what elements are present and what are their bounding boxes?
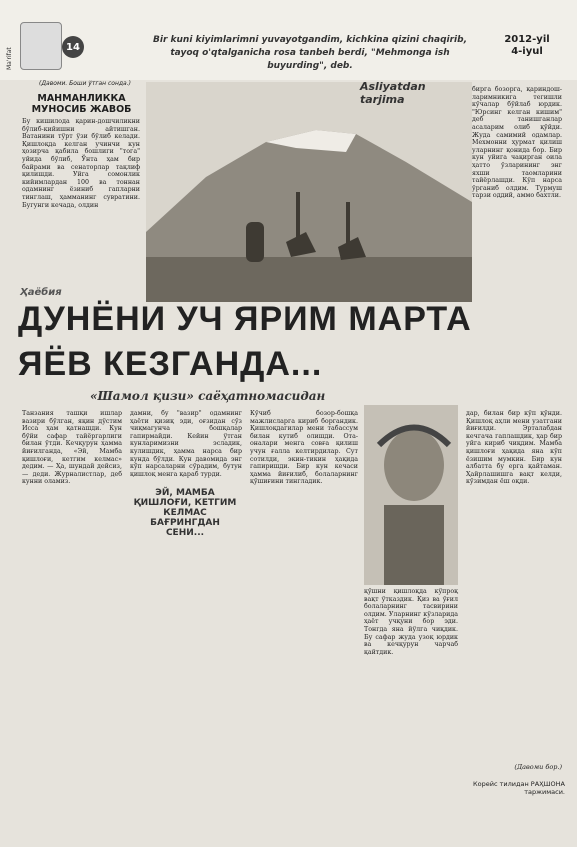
continued-note: (Давоми. Боши ўтган сонда.) (39, 80, 131, 87)
header-motto: Bir kuni kiyimlarimni yuvayotgandim, kichkina qizini chaqirib, tayoq o'qtalganicha rosa tanbeh berdi, "Mehmonga ish buyurding", deb. (153, 35, 467, 71)
newspaper-logo (20, 22, 62, 70)
article-subtitle: «Шамол қизи» саёҳатномасидан (90, 389, 326, 403)
translator-credit: Корейс тилидан РАҲШОНА таржимаси. (473, 780, 565, 796)
section-label: Asliyatdan tarjima (360, 80, 426, 106)
article-column-2: дамни, бу "вазир" одамнинг ҳаёти қизиқ эди, оғзидан сўз чиқмагунча бошқалар гапирмайди. Кейин ўтган кунларимизни эсладик, кулишдик, ҳамма нарса бир кунда бўлди. Кун давомида энг кўп нарсаларни сўрадим, бутун қишлоқ менга қараб турди. (130, 410, 242, 478)
article-column-5: дар, билан бир кўп қўнди. Қишлоқ аҳли мени узатгани йиғилди. Эрталабдан кечгача гаплашдик, ҳар бир уйга кириб чиқдим. Мамба қишлоғи ҳақида яна кўп ёзишим мумкин. Бир кун албатта бу ерга қайтаман. Ҳайрлашишга вақт келди, кўзимдан ёш оқди. (466, 410, 562, 486)
right-column-body: бирга бозорга, қариндош-ларимникига тегишли кўчалар бўйлаб юрдик. "Юрсинг келган кишим" деб танишганлар асаларим олиб қўйди. Жуда самимий одамлар. Мехмонни ҳурмат қилиш уларнинг қонида бор. Бир кун уйига чақирган оила ҳатто ўзларининг энг яхши таомларини тайёрлашди. Кўп нарса ўрганиб олдим. Турмуш тарзи оддий, аммо бахтли. (472, 86, 562, 200)
article-column-1: Танзания ташқи ишлар вазири бўлган, яқин дўстим Исса ҳам қатнашди. Кун бўйи сафар тайёргарлиги билан ўтди. Кечқурун ҳамма йиғилганда, «Эй, Мамба қишлоғи, кетгим келмас» дедим. — Ҳа, шундай дейсиз, — деди. Журналистлар, деб кунни оламиз. (22, 410, 122, 486)
pull-quote: ЭЙ, МАМБА ҚИШЛОҒИ, КЕТГИМ КЕЛМАС БАҒРИНГДАН СЕНИ... (133, 488, 237, 538)
section-tag: Ҳаёбия (20, 287, 62, 298)
headline-line-1: ДУНЁНИ УЧ ЯРИМ МАРТА (18, 300, 472, 338)
article-column-3: Кўчиб бозор-бошқа мажлисларга кириб боргандик. Қишлоқдагилар мени табассум билан кутиб олишди. Ота-оналари менга совға қилиш учун ғалла келтирдилар. Сут сотилди, экин-тикин ҳақида гапиришди. Бир кун кечаси ҳамма йиғилиб, болаларнинг қўшиғини тингладик. (250, 410, 358, 486)
continued-signoff: (Давоми бор.) (514, 763, 562, 771)
left-column-heading: МАНМАНЛИККА МУНОСИБ ЖАВОБ (31, 93, 132, 115)
date-year: 2012-yil (504, 34, 550, 45)
kilimanjaro-giraffe-photo (146, 82, 472, 302)
headline-line-2: ЯЁВ КЕЗГАНДА... (18, 345, 323, 383)
left-column-body: Бу кишилода қарин-дошчиликни бўлиб-кийишни айтишган. Ватанини тўрт ўзи бўлиб келади. Қишлоқда келган учинчи кун ҳозирча қабила бошлиги "тога" уйида бўлиб, Ўнта ҳам бир байрами ва сенаторлар тақлиф қилишди. Уйга сомонлик кийимлардан 100 ва тоннан одамнинг ёзиниб гапларни тинглаш, ҳамманинг сувратини. Бугунги кечада, олдин (22, 118, 140, 209)
article-column-4: қўшни қишлоқда кўпроқ вақт ўтказдик. Қиз ва ўғил болаларнинг тасвирини олдим. Уларнинг кўзларида ҳаёт учқуни бор эди. Тонгда яна йўлга чиқдик. Бу сафар жуда узоқ юрдик ва кечқурун чарчаб қайтдик. (364, 588, 458, 656)
masthead-side-label: Ma'rifat (6, 47, 13, 70)
woman-portrait-photo (364, 405, 458, 585)
date-day: 4-iyul (511, 46, 543, 57)
page-number: 14 (62, 36, 84, 58)
issue-date (492, 34, 562, 58)
